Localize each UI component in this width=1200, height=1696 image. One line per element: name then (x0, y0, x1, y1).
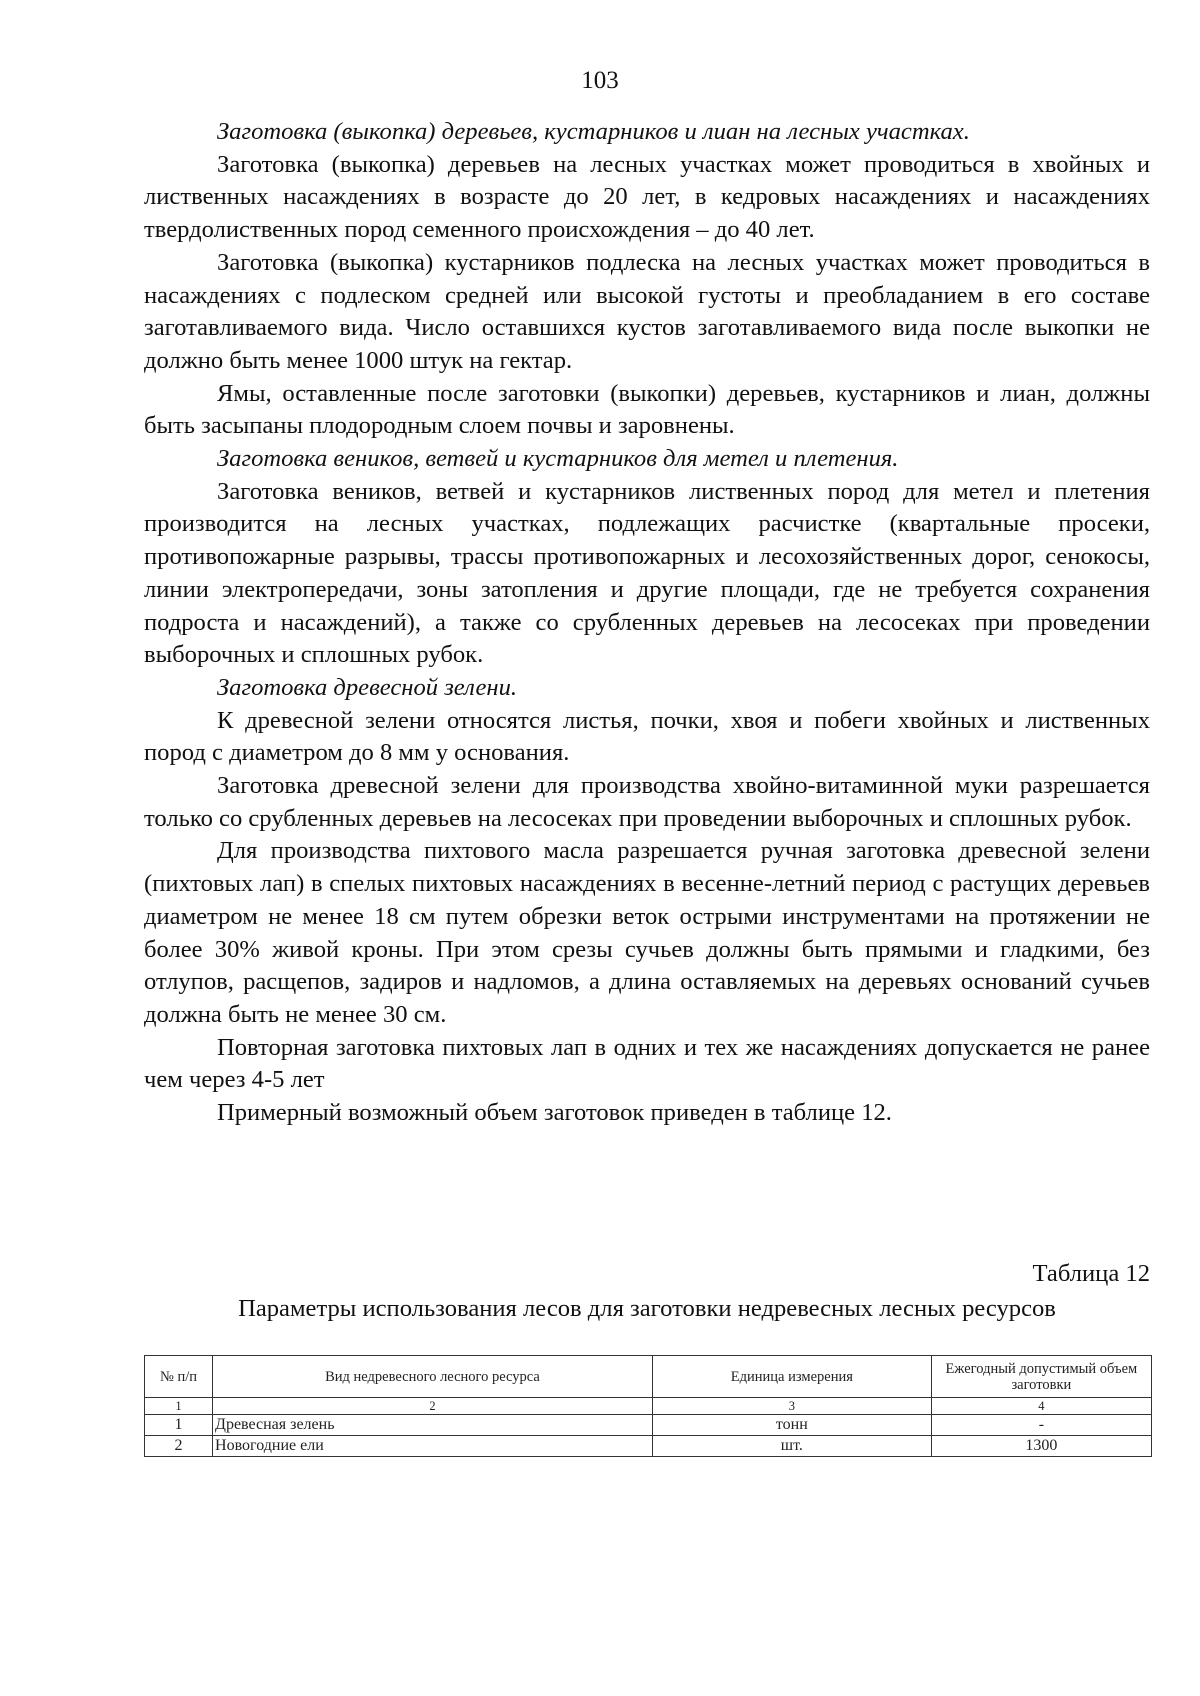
volume-cell: - (931, 1415, 1151, 1436)
column-number-row (145, 1398, 1152, 1415)
section-heading-digging: Заготовка (выкопка) деревьев, кустарников и лиан на лесных участках. (217, 118, 970, 145)
row-number-cell: 2 (145, 1436, 213, 1457)
table-title: Параметры использования лесов для заготовки недревесных лесных ресурсов (238, 1294, 1056, 1322)
header-cell-resource: Вид недревесного лесного ресурса (213, 1356, 653, 1398)
table-row (145, 1436, 1152, 1457)
column-number-cell: 3 (652, 1398, 931, 1415)
section-heading-brooms: Заготовка веников, ветвей и кустарников для метел и плетения. (217, 445, 899, 473)
paragraph: Примерный возможный объем заготовок приведен в таблице 12. (217, 1099, 892, 1127)
page-number: 103 (581, 67, 619, 94)
row-number-cell: 1 (145, 1415, 213, 1436)
paragraph: Ямы, оставленные после заготовки (выкопки) деревьев, кустарников и лиан, должны быть засыпаны плодородным слоем почвы и заровнены. (144, 379, 1150, 440)
header-cell-unit: Единица измерения (652, 1356, 931, 1398)
unit-cell: шт. (652, 1436, 931, 1457)
body-text (144, 116, 1150, 1130)
header-cell-volume: Ежегодный допустимый объем заготовки (931, 1356, 1151, 1398)
table-number: Таблица 12 (1032, 1260, 1150, 1287)
paragraph: Заготовка веников, ветвей и кустарников лиственных пород для метел и плетения производится на лесных участках, подлежащих расчистке (квартальные просеки, противопожарные разрывы, трассы противопожарных и лесохозяйственных дорог, сенокосы, линии электропередачи, зоны затопления и другие площади, где не требуется сохранения подроста и насаждений), а также со срубленных деревьев на лесосеках при проведении выборочных и сплошных рубок. (144, 477, 1150, 669)
section-heading-greenery: Заготовка древесной зелени. (217, 673, 518, 701)
paragraph: Повторная заготовка пихтовых лап в одних и тех же насаждениях допускается не ранее чем через 4-5 лет (144, 1033, 1150, 1094)
table-header-row (145, 1356, 1152, 1398)
resource-cell: Новогодние ели (213, 1436, 653, 1457)
column-number-cell: 1 (145, 1398, 213, 1415)
paragraph: Для производства пихтового масла разрешается ручная заготовка древесной зелени (пихтовых лап) в спелых пихтовых насаждениях в весенне-летний период с растущих деревьев диаметром не менее 18 см путем обрезки веток острыми инструментами на протяжении не более 30% живой кроны. При этом срезы сучьев должны быть прямыми и гладкими, без отлупов, расщепов, задиров и надломов, а длина оставляемых на деревьях оснований сучьев должна быть не менее 30 см. (144, 837, 1150, 1028)
paragraph: Заготовка (выкопка) кустарников подлеска на лесных участках может проводиться в насаждениях с подлеском средней или высокой густоты и преобладанием в его составе заготавливаемого вида. Число оставшихся кустов заготавливаемого вида после выкопки не должно быть менее 1000 штук на гектар. (144, 248, 1150, 374)
column-number-cell: 4 (931, 1398, 1151, 1415)
paragraph: К древесной зелени относятся листья, почки, хвоя и побеги хвойных и лиственных пород с диаметром до 8 мм у основания. (144, 706, 1150, 767)
table-caption (144, 1258, 1150, 1325)
table-row (145, 1415, 1152, 1436)
resource-cell: Древесная зелень (213, 1415, 653, 1436)
header-cell-number: № п/п (145, 1356, 213, 1398)
paragraph: Заготовка древесной зелени для производства хвойно-витаминной муки разрешается только со срубленных деревьев на лесосеках при проведении выборочных и сплошных рубок. (144, 772, 1150, 832)
column-number-cell: 2 (213, 1398, 653, 1415)
volume-cell: 1300 (931, 1436, 1151, 1457)
resources-table (144, 1355, 1152, 1457)
unit-cell: тонн (652, 1415, 931, 1436)
paragraph: Заготовка (выкопка) деревьев на лесных участках может проводиться в хвойных и лиственных насаждениях в возрасте до 20 лет, в кедровых насаждениях и насаждениях твердолиственных пород семенного происхождения – до 40 лет. (144, 150, 1150, 244)
